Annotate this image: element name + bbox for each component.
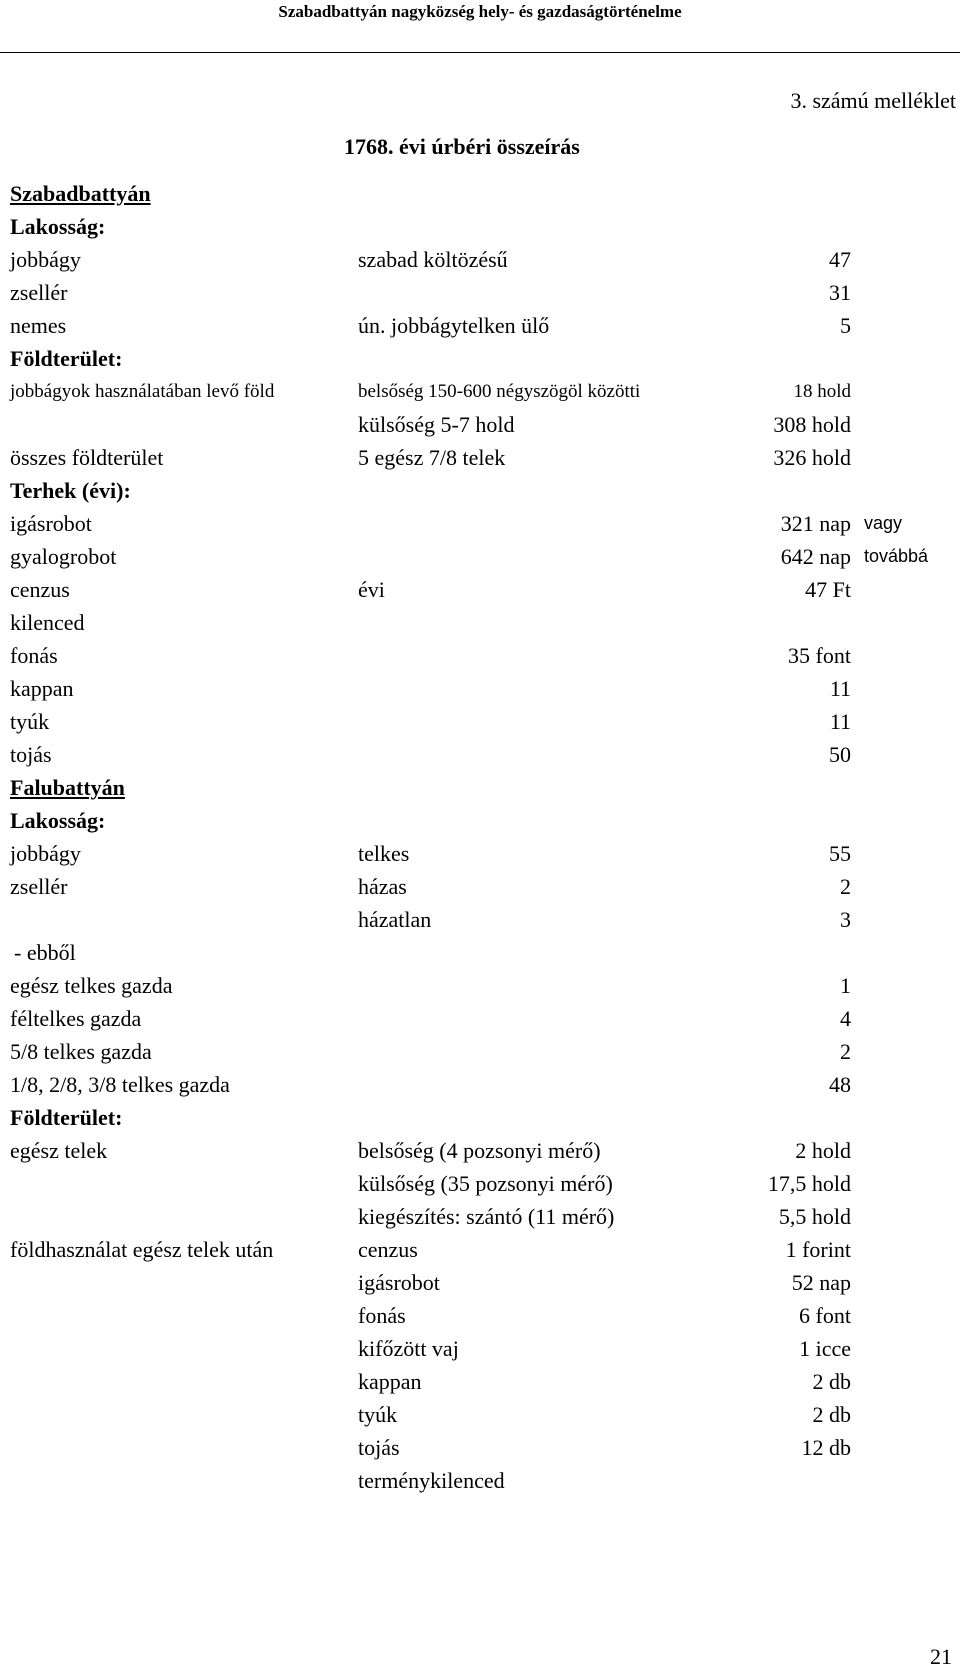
place-heading: Falubattyán [10, 775, 125, 800]
table-row [10, 1068, 960, 1101]
row-label: féltelkes gazda [10, 1006, 142, 1031]
row-detail: tyúk [358, 1402, 398, 1427]
row-detail: fonás [358, 1303, 406, 1328]
row-value: 48 [829, 1072, 851, 1097]
row-label: tyúk [10, 709, 50, 734]
table-row [10, 1134, 960, 1167]
row-value: 52 nap [791, 1270, 851, 1295]
table-row [10, 1266, 960, 1299]
margin-note: továbbá [864, 546, 929, 566]
row-label: jobbágy [10, 247, 81, 272]
row-label: gyalogrobot [10, 544, 117, 569]
row-label: kappan [10, 676, 74, 701]
row-detail: kiegészítés: szántó (11 mérő) [358, 1204, 615, 1229]
row-value: 31 [829, 280, 851, 305]
row-label: fonás [10, 643, 58, 668]
row-label: összes földterület [10, 445, 164, 470]
row-detail: ún. jobbágytelken ülő [358, 313, 550, 338]
row-value: 6 font [799, 1303, 851, 1328]
row-value: 17,5 hold [767, 1171, 851, 1196]
row-value: 1 icce [799, 1336, 851, 1361]
row-value: 11 [829, 676, 851, 701]
row-value: 326 hold [773, 445, 851, 470]
row-value: 2 [840, 874, 851, 899]
row-value: 3 [840, 907, 851, 932]
table-row [10, 1002, 960, 1035]
row-value: 5,5 hold [778, 1204, 851, 1229]
document-title: 1768. évi úrbéri összeírás [344, 134, 580, 159]
row-detail: belsőség 150-600 négyszögöl közötti [358, 381, 641, 402]
table-row [10, 1200, 960, 1233]
table-row [10, 1299, 960, 1332]
census-table [10, 177, 960, 1497]
row-value: 4 [840, 1006, 851, 1031]
row-detail: kappan [358, 1369, 422, 1394]
row-value: 308 hold [773, 412, 851, 437]
row-detail: 5 egész 7/8 telek [358, 445, 506, 470]
row-label: földhasználat egész telek után [10, 1237, 274, 1262]
row-value: 11 [829, 709, 851, 734]
row-label: 1/8, 2/8, 3/8 telkes gazda [10, 1072, 230, 1097]
row-value: 2 hold [795, 1138, 851, 1163]
section-heading: Terhek (évi): [10, 478, 131, 503]
row-value: 18 hold [793, 381, 851, 402]
header-divider [0, 52, 960, 53]
row-value: 2 [840, 1039, 851, 1064]
table-row [10, 1035, 960, 1068]
row-label: egész telek [10, 1138, 108, 1163]
table-row [10, 771, 960, 804]
table-row [10, 903, 960, 936]
annex-label: 3. számú melléklet [790, 88, 956, 113]
table-row [10, 276, 960, 309]
row-value: 12 db [801, 1435, 851, 1460]
row-detail: igásrobot [358, 1270, 440, 1295]
section-heading: Lakosság: [10, 214, 106, 239]
row-label: cenzus [10, 577, 70, 602]
row-value: 2 db [812, 1402, 851, 1427]
margin-note: vagy [864, 513, 903, 533]
row-label: igásrobot [10, 511, 92, 536]
row-label: zsellér [10, 280, 68, 305]
table-row [10, 309, 960, 342]
table-row [10, 408, 960, 441]
row-value: 1 forint [785, 1237, 851, 1262]
row-label: tojás [10, 742, 52, 767]
table-row [10, 1101, 960, 1134]
table-row [10, 1398, 960, 1431]
row-detail: cenzus [358, 1237, 418, 1262]
row-value: 55 [829, 841, 851, 866]
row-value: 2 db [812, 1369, 851, 1394]
table-row [10, 1167, 960, 1200]
table-row [10, 870, 960, 903]
table-row [10, 540, 960, 573]
table-row [10, 1464, 960, 1497]
row-label: egész telkes gazda [10, 973, 173, 998]
row-value: 50 [829, 742, 851, 767]
row-value: 321 nap [780, 511, 851, 536]
table-row [10, 177, 960, 210]
table-row [10, 969, 960, 1002]
section-heading: Földterület: [10, 346, 123, 371]
table-row [10, 1365, 960, 1398]
table-row [10, 342, 960, 375]
table-row [10, 441, 960, 474]
table-row [10, 375, 960, 408]
place-heading: Szabadbattyán [10, 181, 151, 206]
row-label: zsellér [10, 874, 68, 899]
row-detail: tojás [358, 1435, 400, 1460]
table-row [10, 639, 960, 672]
table-row [10, 507, 960, 540]
row-label: - ebből [14, 940, 76, 965]
row-detail: szabad költözésű [358, 247, 508, 272]
table-row [10, 705, 960, 738]
row-label: 5/8 telkes gazda [10, 1039, 152, 1064]
row-label: kilenced [10, 610, 85, 635]
row-detail: telkes [358, 841, 410, 866]
row-value: 47 Ft [805, 577, 851, 602]
row-detail: belsőség (4 pozsonyi mérő) [358, 1138, 601, 1163]
row-detail: külsőség 5-7 hold [358, 412, 515, 437]
row-value: 1 [840, 973, 851, 998]
table-row [10, 1431, 960, 1464]
table-row [10, 837, 960, 870]
row-value: 35 font [788, 643, 851, 668]
row-value: 47 [829, 247, 851, 272]
table-row [10, 1332, 960, 1365]
table-row [10, 210, 960, 243]
row-value: 642 nap [780, 544, 851, 569]
table-row [10, 738, 960, 771]
table-row [10, 243, 960, 276]
row-detail: évi [358, 577, 385, 602]
table-row [10, 606, 960, 639]
table-row [10, 573, 960, 606]
row-detail: házatlan [358, 907, 432, 932]
row-detail: kifőzött vaj [358, 1336, 459, 1361]
section-heading: Lakosság: [10, 808, 106, 833]
table-row [10, 474, 960, 507]
row-detail: terménykilenced [358, 1468, 505, 1493]
table-row [10, 672, 960, 705]
section-heading: Földterület: [10, 1105, 123, 1130]
row-value: 5 [840, 313, 851, 338]
running-header: Szabadbattyán nagyközség hely- és gazdaságtörténelme [278, 2, 682, 21]
table-row [10, 1233, 960, 1266]
page-number: 21 [930, 1644, 952, 1669]
table-row [10, 936, 960, 969]
row-label: jobbágy [10, 841, 81, 866]
row-label: jobbágyok használatában levő föld [10, 381, 275, 402]
row-detail: házas [358, 874, 407, 899]
row-label: nemes [10, 313, 67, 338]
table-row [10, 804, 960, 837]
row-detail: külsőség (35 pozsonyi mérő) [358, 1171, 613, 1196]
